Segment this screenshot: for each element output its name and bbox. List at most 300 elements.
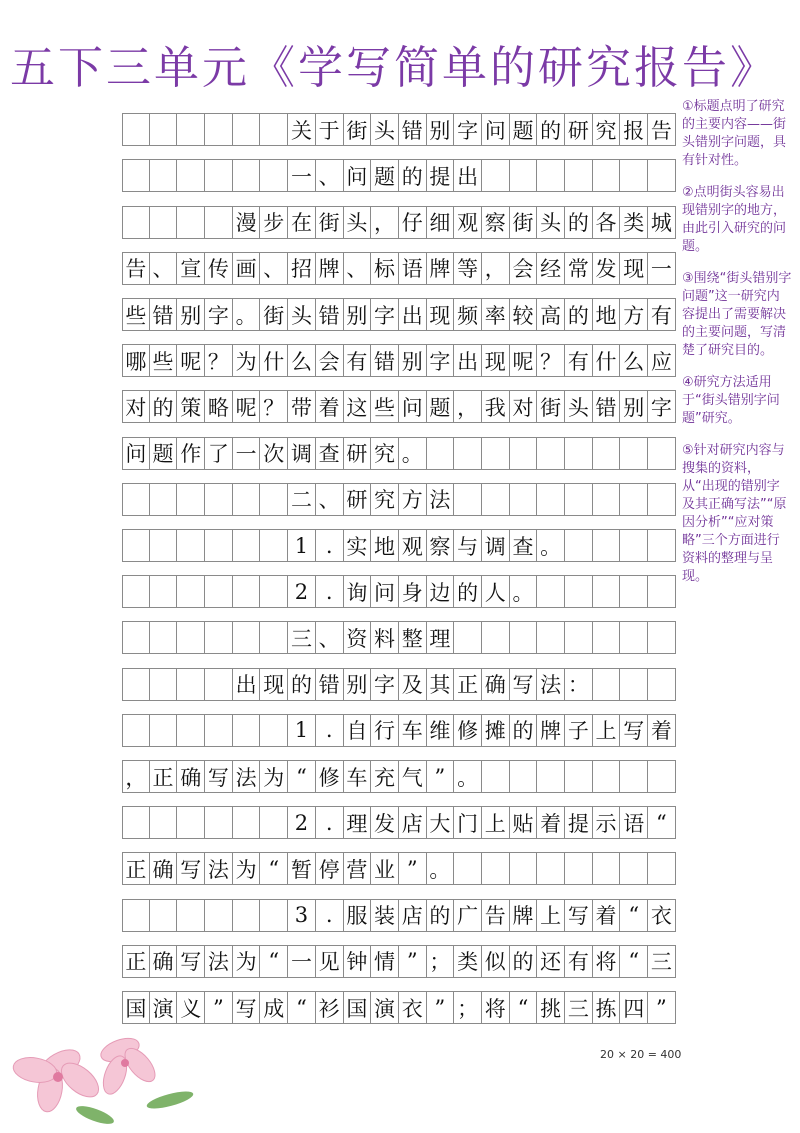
grid-cell: 其 <box>427 668 455 701</box>
grid-cell: 字 <box>371 668 399 701</box>
grid-cell: 发 <box>371 806 399 839</box>
grid-cell: 上 <box>593 714 621 747</box>
grid-cell: 街 <box>510 206 538 239</box>
grid-cell <box>510 159 538 192</box>
grid-cell <box>620 668 648 701</box>
grid-cell: 确 <box>482 668 510 701</box>
grid-cell <box>510 437 538 470</box>
grid-cell <box>620 621 648 654</box>
grid-cell <box>233 621 261 654</box>
grid-cell: 有 <box>344 344 372 377</box>
grid-cell: 画 <box>233 252 261 285</box>
grid-cell: 店 <box>399 899 427 932</box>
grid-cell: 贴 <box>510 806 538 839</box>
grid-cell: 大 <box>427 806 455 839</box>
grid-row <box>122 575 676 608</box>
grid-cell <box>122 113 150 146</box>
grid-cell: 写 <box>565 899 593 932</box>
grid-cell <box>510 760 538 793</box>
grid-cell <box>620 852 648 885</box>
grid-cell: 车 <box>344 760 372 793</box>
grid-cell: 研 <box>344 437 372 470</box>
grid-cell: 等 <box>454 252 482 285</box>
grid-cell: 头 <box>344 206 372 239</box>
grid-cell: 频 <box>454 298 482 331</box>
grid-cell: 有 <box>565 945 593 978</box>
grid-cell: 法 <box>537 668 565 701</box>
grid-cell <box>205 621 233 654</box>
grid-cell: 与 <box>454 529 482 562</box>
grid-cell: “ <box>260 852 288 885</box>
grid-cell: 询 <box>344 575 372 608</box>
page-title: 五下三单元《学写简单的研究报告》 <box>10 41 779 94</box>
grid-cell <box>620 437 648 470</box>
grid-cell: . <box>316 575 344 608</box>
grid-cell: 什 <box>593 344 621 377</box>
grid-cell: 写 <box>510 668 538 701</box>
grid-cell: 拣 <box>593 991 621 1024</box>
grid-cell: 在 <box>288 206 316 239</box>
grid-cell <box>260 899 288 932</box>
grid-cell <box>260 529 288 562</box>
grid-row <box>122 714 676 747</box>
grid-cell: 。 <box>427 852 455 885</box>
grid-cell <box>593 668 621 701</box>
grid-cell: 街 <box>260 298 288 331</box>
grid-cell: ； <box>427 945 455 978</box>
grid-cell: 2 <box>288 575 316 608</box>
grid-cell: 暂 <box>288 852 316 885</box>
grid-cell: 理 <box>344 806 372 839</box>
grid-cell: 于 <box>316 113 344 146</box>
grid-cell: 字 <box>454 113 482 146</box>
grid-cell <box>510 483 538 516</box>
grid-cell <box>260 621 288 654</box>
grid-cell: 正 <box>454 668 482 701</box>
grid-cell <box>177 113 205 146</box>
grid-cell: 的 <box>399 159 427 192</box>
grid-cell: 演 <box>371 991 399 1024</box>
grid-cell <box>233 899 261 932</box>
grid-cell: 、 <box>316 483 344 516</box>
grid-row <box>122 899 676 932</box>
grid-cell: 子 <box>565 714 593 747</box>
grid-cell <box>150 206 178 239</box>
grid-cell <box>260 575 288 608</box>
grid-cell <box>150 714 178 747</box>
grid-cell: 什 <box>260 344 288 377</box>
grid-cell: 语 <box>399 252 427 285</box>
grid-cell: 法 <box>427 483 455 516</box>
grid-cell: 地 <box>593 298 621 331</box>
grid-cell: 么 <box>288 344 316 377</box>
grid-cell <box>122 206 150 239</box>
grid-cell: 次 <box>260 437 288 470</box>
grid-cell <box>593 159 621 192</box>
grid-row <box>122 668 676 701</box>
grid-cell: 将 <box>593 945 621 978</box>
grid-cell <box>565 760 593 793</box>
grid-cell: 广 <box>454 899 482 932</box>
grid-cell <box>205 714 233 747</box>
grid-cell <box>427 437 455 470</box>
grid-cell: 查 <box>510 529 538 562</box>
grid-cell: 街 <box>537 390 565 423</box>
grid-cell <box>233 113 261 146</box>
grid-cell: 别 <box>344 668 372 701</box>
grid-row <box>122 206 676 239</box>
grid-cell: 钟 <box>344 945 372 978</box>
grid-cell <box>177 159 205 192</box>
grid-cell: 。 <box>510 575 538 608</box>
grid-cell: ” <box>648 991 676 1024</box>
grid-cell <box>205 113 233 146</box>
grid-cell: 带 <box>288 390 316 423</box>
grid-cell <box>233 714 261 747</box>
grid-cell: 告 <box>648 113 676 146</box>
grid-cell: 些 <box>371 390 399 423</box>
grid-cell: 漫 <box>233 206 261 239</box>
grid-cell <box>122 621 150 654</box>
grid-row <box>122 298 676 331</box>
grid-cell: 字 <box>371 298 399 331</box>
grid-cell: 应 <box>648 344 676 377</box>
grid-cell <box>177 714 205 747</box>
grid-cell: 策 <box>177 390 205 423</box>
grid-cell: 的 <box>565 206 593 239</box>
grid-cell <box>620 575 648 608</box>
grid-cell: 哪 <box>122 344 150 377</box>
grid-cell <box>482 760 510 793</box>
grid-cell: 别 <box>344 298 372 331</box>
grid-cell: 写 <box>620 714 648 747</box>
grid-cell: 实 <box>344 529 372 562</box>
grid-cell <box>620 483 648 516</box>
grid-cell: 别 <box>620 390 648 423</box>
grid-cell: 我 <box>482 390 510 423</box>
grid-cell: 自 <box>344 714 372 747</box>
grid-cell: 头 <box>537 206 565 239</box>
grid-cell: 修 <box>316 760 344 793</box>
grid-cell: 营 <box>344 852 372 885</box>
grid-cell <box>205 806 233 839</box>
grid-cell: 究 <box>371 437 399 470</box>
grid-cell: 错 <box>150 298 178 331</box>
grid-cell <box>205 899 233 932</box>
grid-cell: 现 <box>482 344 510 377</box>
grid-cell: ， <box>371 206 399 239</box>
grid-cell: 一 <box>288 945 316 978</box>
grid-cell: 调 <box>482 529 510 562</box>
grid-cell <box>122 668 150 701</box>
grid-row <box>122 991 676 1024</box>
grid-cell <box>150 806 178 839</box>
grid-cell: 边 <box>427 575 455 608</box>
grid-row <box>122 621 676 654</box>
grid-cell: 传 <box>205 252 233 285</box>
grid-cell: 头 <box>288 298 316 331</box>
grid-cell: 呢 <box>233 390 261 423</box>
grid-cell: 问 <box>371 575 399 608</box>
side-note-2: ②点明街头容易出现错别字的地方，由此引入研究的问题。 <box>682 185 787 254</box>
grid-cell: 错 <box>371 344 399 377</box>
grid-cell: 字 <box>205 298 233 331</box>
manuscript-grid <box>122 100 676 1024</box>
grid-cell <box>454 437 482 470</box>
grid-cell <box>260 159 288 192</box>
grid-cell: 确 <box>150 945 178 978</box>
grid-cell: 写 <box>233 991 261 1024</box>
grid-cell: “ <box>288 991 316 1024</box>
grid-cell <box>177 806 205 839</box>
grid-cell: 出 <box>454 344 482 377</box>
grid-cell: 题 <box>427 390 455 423</box>
grid-cell <box>122 529 150 562</box>
grid-cell: 字 <box>648 390 676 423</box>
grid-cell: 呢 <box>510 344 538 377</box>
grid-cell <box>177 483 205 516</box>
grid-cell: 出 <box>233 668 261 701</box>
grid-cell <box>565 483 593 516</box>
grid-row <box>122 760 676 793</box>
grid-cell: 法 <box>233 760 261 793</box>
grid-cell: 的 <box>537 113 565 146</box>
grid-cell <box>565 437 593 470</box>
grid-cell: 店 <box>399 806 427 839</box>
grid-cell: ： <box>565 668 593 701</box>
grid-cell: 较 <box>510 298 538 331</box>
grid-cell: 义 <box>177 991 205 1024</box>
grid-cell: 错 <box>316 298 344 331</box>
grid-cell: 研 <box>565 113 593 146</box>
grid-cell: 写 <box>177 852 205 885</box>
grid-cell: 示 <box>593 806 621 839</box>
grid-cell: 的 <box>510 714 538 747</box>
grid-cell <box>648 437 676 470</box>
grid-cell: 的 <box>150 390 178 423</box>
grid-cell: 关 <box>288 113 316 146</box>
grid-cell: 的 <box>454 575 482 608</box>
grid-cell <box>122 714 150 747</box>
grid-cell: 字 <box>427 344 455 377</box>
grid-cell: 情 <box>371 945 399 978</box>
grid-cell: 现 <box>620 252 648 285</box>
grid-cell: 1 <box>288 529 316 562</box>
grid-cell <box>205 206 233 239</box>
grid-cell: 为 <box>233 344 261 377</box>
grid-cell: 及 <box>399 668 427 701</box>
grid-cell: 告 <box>482 899 510 932</box>
grid-cell: 挑 <box>537 991 565 1024</box>
grid-cell: 街 <box>344 113 372 146</box>
grid-cell <box>648 529 676 562</box>
grid-cell: 究 <box>593 113 621 146</box>
grid-cell: 确 <box>150 852 178 885</box>
flower-decoration-icon <box>0 1020 200 1133</box>
grid-cell: 理 <box>427 621 455 654</box>
grid-cell: 装 <box>371 899 399 932</box>
grid-cell <box>260 483 288 516</box>
grid-cell: . <box>316 899 344 932</box>
grid-cell <box>233 575 261 608</box>
grid-cell: 问 <box>122 437 150 470</box>
grid-row <box>122 159 676 192</box>
grid-cell: ” <box>399 945 427 978</box>
grid-cell <box>537 621 565 654</box>
grid-cell: 。 <box>399 437 427 470</box>
grid-cell: 类 <box>620 206 648 239</box>
grid-row <box>122 806 676 839</box>
grid-cell: 现 <box>427 298 455 331</box>
grid-cell: 率 <box>482 298 510 331</box>
grid-cell: 常 <box>565 252 593 285</box>
grid-cell <box>537 760 565 793</box>
grid-cell <box>648 483 676 516</box>
grid-cell: 法 <box>205 945 233 978</box>
grid-cell: ， <box>122 760 150 793</box>
grid-cell: 确 <box>177 760 205 793</box>
grid-cell <box>205 575 233 608</box>
grid-cell: “ <box>648 806 676 839</box>
grid-cell: 方 <box>620 298 648 331</box>
grid-cell: 一 <box>233 437 261 470</box>
grid-cell: 上 <box>482 806 510 839</box>
grid-cell: ？ <box>205 344 233 377</box>
grid-cell: 将 <box>482 991 510 1024</box>
grid-cell <box>565 575 593 608</box>
grid-cell: 停 <box>316 852 344 885</box>
grid-cell: 衫 <box>316 991 344 1024</box>
grid-cell <box>205 668 233 701</box>
grid-cell: 演 <box>150 991 178 1024</box>
grid-row <box>122 437 676 470</box>
grid-cell: 题 <box>150 437 178 470</box>
grid-row <box>122 483 676 516</box>
grid-cell: 、 <box>150 252 178 285</box>
grid-cell: 为 <box>260 760 288 793</box>
grid-cell: 上 <box>537 899 565 932</box>
grid-cell <box>177 529 205 562</box>
grid-cell: 会 <box>510 252 538 285</box>
grid-cell: 方 <box>399 483 427 516</box>
grid-cell: 着 <box>593 899 621 932</box>
grid-cell: 对 <box>122 390 150 423</box>
grid-cell: 步 <box>260 206 288 239</box>
grid-cell <box>593 621 621 654</box>
grid-row <box>122 113 676 146</box>
grid-cell <box>648 668 676 701</box>
grid-cell <box>122 483 150 516</box>
grid-cell <box>177 206 205 239</box>
grid-cell <box>593 483 621 516</box>
grid-cell <box>593 852 621 885</box>
grid-cell: 么 <box>620 344 648 377</box>
grid-cell: 写 <box>177 945 205 978</box>
grid-cell: 身 <box>399 575 427 608</box>
grid-cell: 别 <box>399 344 427 377</box>
grid-cell: 招 <box>288 252 316 285</box>
grid-row <box>122 344 676 377</box>
grid-cell: ； <box>454 991 482 1024</box>
grid-cell: 行 <box>371 714 399 747</box>
grid-cell: 门 <box>454 806 482 839</box>
grid-cell: . <box>316 806 344 839</box>
grid-cell <box>177 621 205 654</box>
grid-cell: 问 <box>344 159 372 192</box>
grid-cell: 地 <box>371 529 399 562</box>
grid-cell: 错 <box>399 113 427 146</box>
grid-cell <box>205 483 233 516</box>
grid-cell: 服 <box>344 899 372 932</box>
grid-cell: 别 <box>177 298 205 331</box>
grid-cell <box>150 483 178 516</box>
grid-cell: 调 <box>288 437 316 470</box>
grid-cell: . <box>316 529 344 562</box>
grid-cell: 料 <box>371 621 399 654</box>
grid-cell: 有 <box>565 344 593 377</box>
grid-cell: 题 <box>510 113 538 146</box>
grid-cell <box>260 806 288 839</box>
grid-cell: 提 <box>427 159 455 192</box>
grid-cell <box>482 483 510 516</box>
grid-cell <box>648 159 676 192</box>
grid-cell: 正 <box>122 852 150 885</box>
grid-cell: 衣 <box>648 899 676 932</box>
grid-cell <box>565 529 593 562</box>
grid-cell: 。 <box>233 298 261 331</box>
grid-cell <box>593 575 621 608</box>
grid-cell <box>233 529 261 562</box>
grid-cell: 些 <box>122 298 150 331</box>
grid-cell <box>150 159 178 192</box>
grid-cell <box>482 852 510 885</box>
grid-cell: 一 <box>288 159 316 192</box>
grid-cell: 查 <box>316 437 344 470</box>
grid-cell: 的 <box>288 668 316 701</box>
side-note-3: ③围绕“街头错别字问题”这一研究内容提出了需要解决的主要问题，写清楚了研究目的。 <box>682 271 792 358</box>
grid-cell: 头 <box>371 113 399 146</box>
grid-cell: 、 <box>260 252 288 285</box>
grid-cell: 究 <box>371 483 399 516</box>
grid-cell: 会 <box>316 344 344 377</box>
grid-cell <box>454 621 482 654</box>
grid-cell: 牌 <box>427 252 455 285</box>
grid-cell <box>620 159 648 192</box>
grid-cell <box>205 159 233 192</box>
grid-cell: 、 <box>344 252 372 285</box>
grid-cell: 修 <box>454 714 482 747</box>
grid-cell: 摊 <box>482 714 510 747</box>
grid-cell: 察 <box>427 529 455 562</box>
grid-cell: 问 <box>482 113 510 146</box>
grid-cell: 对 <box>510 390 538 423</box>
grid-cell: 发 <box>593 252 621 285</box>
grid-cell: 。 <box>537 529 565 562</box>
grid-cell <box>620 529 648 562</box>
grid-cell <box>233 159 261 192</box>
grid-cell: 头 <box>565 390 593 423</box>
grid-row <box>122 529 676 562</box>
grid-cell: ” <box>399 852 427 885</box>
grid-cell: 三 <box>565 991 593 1024</box>
side-note-1: ①标题点明了研究的主要内容——街头错别字问题，具有针对性。 <box>682 99 787 168</box>
grid-cell: 气 <box>399 760 427 793</box>
grid-cell <box>260 113 288 146</box>
grid-cell: 写 <box>205 760 233 793</box>
grid-cell <box>565 852 593 885</box>
grid-cell: “ <box>510 991 538 1024</box>
grid-cell: 一 <box>648 252 676 285</box>
